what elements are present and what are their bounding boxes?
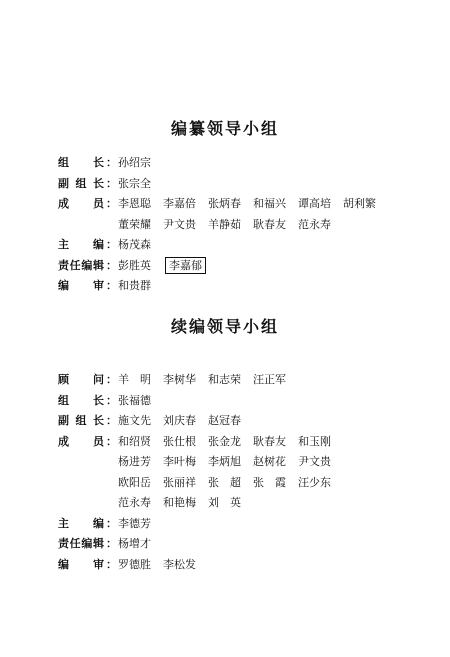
- role-label-char: 员: [93, 434, 104, 448]
- role-label-char: 编: [93, 516, 104, 530]
- role-label-char: 副: [58, 176, 69, 190]
- member-name: 和志荣: [208, 373, 241, 386]
- member-name: 张宗全: [118, 176, 151, 190]
- member-names: [118, 555, 208, 575]
- member-name: 张 霞: [253, 475, 286, 489]
- member-name: 羊 明: [118, 373, 151, 386]
- member-names: [118, 235, 163, 255]
- role-label-char: 长: [93, 393, 104, 407]
- member-name: 张丽祥: [163, 475, 196, 489]
- member-name: 范永寿: [298, 217, 331, 231]
- member-names: [118, 411, 253, 431]
- role-label: [58, 370, 104, 390]
- member-name: 赵树花: [253, 455, 286, 468]
- member-name: 李松发: [163, 557, 196, 571]
- role-label: [58, 153, 104, 173]
- colon: ：: [106, 414, 117, 427]
- colon: ：: [106, 156, 117, 169]
- role-label-char: 长: [93, 176, 104, 190]
- role-label-char: 任: [69, 537, 81, 550]
- colon: ：: [106, 258, 117, 272]
- member-name: 和玉刚: [298, 434, 331, 448]
- member-name: 李恩聪: [118, 197, 151, 210]
- role-label: [58, 391, 104, 411]
- member-names: [118, 493, 253, 513]
- member-names: [118, 534, 163, 554]
- role-label: [58, 256, 104, 276]
- member-name: 李炳旭: [208, 455, 241, 468]
- roster-row: [0, 256, 450, 276]
- role-label-char: 责: [58, 537, 69, 550]
- member-name: 赵冠春: [208, 414, 241, 427]
- role-label: [58, 194, 104, 214]
- member-name: 汪正军: [253, 373, 286, 386]
- role-label: [58, 235, 104, 255]
- role-label-char: 组: [58, 393, 69, 407]
- member-name: 李叶梅: [163, 455, 196, 468]
- member-names: [118, 473, 343, 493]
- role-label-char: 问: [93, 373, 104, 386]
- member-names: [118, 215, 343, 235]
- member-name: 和贵群: [118, 279, 151, 292]
- role-label-char: 审: [93, 557, 104, 571]
- roster-row: [0, 276, 450, 296]
- role-label-char: 辑: [92, 537, 104, 550]
- role-label: [58, 514, 104, 534]
- role-label: [58, 411, 104, 431]
- section1-title: 编纂领导小组: [170, 119, 279, 138]
- roster-row: [0, 555, 450, 575]
- role-label: [58, 276, 104, 296]
- member-name: 胡利繁: [343, 197, 376, 210]
- boxed-member-name: 李嘉郁: [165, 257, 206, 274]
- colon: ：: [106, 238, 117, 251]
- role-label-char: 成: [58, 197, 69, 210]
- role-label-char: 副: [58, 414, 69, 427]
- colon: ：: [106, 393, 117, 407]
- colon: ：: [106, 557, 117, 571]
- roster-row: [0, 370, 450, 390]
- role-label: [58, 534, 104, 554]
- colon: ：: [106, 434, 117, 448]
- member-names: [118, 370, 298, 390]
- member-names: [118, 514, 163, 534]
- roster-row: [0, 432, 450, 452]
- member-name: 尹文贵: [298, 455, 331, 468]
- colon: ：: [106, 197, 117, 210]
- role-label-char: 员: [93, 197, 104, 210]
- member-names: [118, 194, 388, 214]
- colon: ：: [106, 537, 117, 550]
- roster-row: [0, 452, 450, 472]
- role-label-char: 组: [75, 414, 87, 427]
- member-name: 李德芳: [118, 516, 151, 530]
- roster-row: [0, 514, 450, 534]
- role-label-char: 编: [93, 238, 104, 251]
- roster-row: [0, 411, 450, 431]
- colon: ：: [106, 279, 117, 292]
- member-name: 和艳梅: [163, 496, 196, 509]
- roster-row: [0, 194, 450, 214]
- member-name: 刘庆春: [163, 414, 196, 427]
- role-label-char: 任: [69, 258, 81, 272]
- member-names: [118, 153, 163, 173]
- member-name: 汪少东: [298, 475, 331, 489]
- role-label-char: 编: [81, 537, 93, 550]
- member-name: 刘 英: [208, 496, 241, 509]
- member-name: 罗德胜: [118, 557, 151, 571]
- role-label-char: 成: [58, 434, 69, 448]
- member-name: 彭胜英: [118, 258, 151, 272]
- roster-row: [0, 534, 450, 554]
- role-label-char: 主: [58, 516, 69, 530]
- roster-row: [0, 493, 450, 513]
- role-label-char: 组: [58, 156, 69, 169]
- member-name: 范永寿: [118, 496, 151, 509]
- colon: ：: [106, 516, 117, 530]
- roster-row: [0, 174, 450, 194]
- member-name: 欧阳岳: [118, 475, 151, 489]
- role-label-char: 编: [58, 557, 69, 571]
- member-name: 耿春友: [253, 434, 286, 448]
- member-name: 和福兴: [253, 197, 286, 210]
- roster-row: [0, 391, 450, 411]
- member-name: 尹文贵: [163, 217, 196, 231]
- member-name: 和绍贤: [118, 434, 151, 448]
- member-name: 杨进芳: [118, 455, 151, 468]
- role-label-char: 长: [93, 414, 104, 427]
- member-name: 谭高培: [298, 197, 331, 210]
- section2-title: 续编领导小组: [170, 317, 279, 336]
- role-label-char: 主: [58, 238, 69, 251]
- member-name: 耿春友: [253, 217, 286, 231]
- member-name: 张炳春: [208, 197, 241, 210]
- role-label-char: 编: [58, 279, 69, 292]
- member-name: 董荣耀: [118, 217, 151, 231]
- member-name: 李嘉倍: [163, 197, 196, 210]
- member-name: 张仕根: [163, 434, 196, 448]
- colon: ：: [106, 373, 117, 386]
- member-name: 施文先: [118, 414, 151, 427]
- role-label: [58, 555, 104, 575]
- role-label: [58, 174, 104, 194]
- roster-row: [0, 215, 450, 235]
- roster-row: [0, 235, 450, 255]
- roster-row: [0, 473, 450, 493]
- role-label-char: 组: [75, 176, 87, 190]
- member-names: [118, 276, 163, 296]
- member-name: 杨茂森: [118, 238, 151, 251]
- member-name: 羊静茹: [208, 217, 241, 231]
- member-names: [118, 174, 163, 194]
- role-label-char: 责: [58, 258, 69, 272]
- role-label-char: 顾: [58, 373, 69, 386]
- role-label: [58, 432, 104, 452]
- member-name: 李树华: [163, 373, 196, 386]
- member-name: 张金龙: [208, 434, 241, 448]
- role-label-char: 长: [93, 156, 104, 169]
- member-name: 张福德: [118, 393, 151, 407]
- roster-row: [0, 153, 450, 173]
- member-names: [118, 432, 343, 452]
- member-name: 张 超: [208, 475, 241, 489]
- role-label-char: 编: [81, 258, 93, 272]
- member-names: [118, 452, 343, 472]
- member-name: 孙绍宗: [118, 156, 151, 169]
- member-name: 杨增才: [118, 537, 151, 550]
- member-names: [118, 391, 163, 411]
- role-label-char: 辑: [92, 258, 104, 272]
- colon: ：: [106, 176, 117, 190]
- role-label-char: 审: [93, 279, 104, 292]
- member-names: [118, 256, 206, 276]
